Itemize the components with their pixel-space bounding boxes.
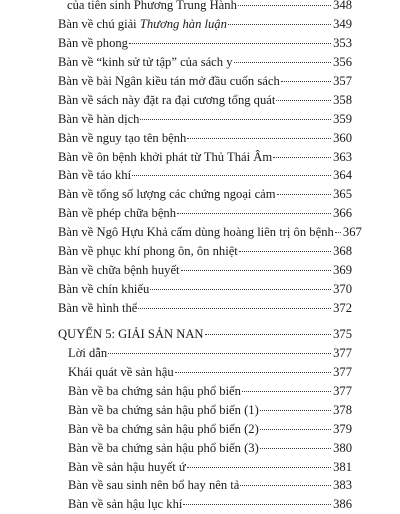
toc-entry <box>0 0 400 15</box>
dot-leader <box>177 213 331 214</box>
toc-entry-page: 364 <box>333 168 352 183</box>
toc-entry-page: 386 <box>333 497 352 512</box>
toc-entry-title: Bàn về “kinh sử tử tập” của sách y <box>58 54 233 69</box>
toc-entry-page: 368 <box>333 244 352 259</box>
toc-entry-page: 383 <box>333 478 352 493</box>
toc-entry-title: Bàn về ôn bệnh khởi phát từ Thủ Thái Âm <box>58 149 273 164</box>
toc-entry <box>0 382 400 401</box>
toc-entry-title: Bàn về ba chứng sản hậu phổ biến (2) <box>68 421 259 436</box>
toc-entry-title: Bàn về sản hậu huyết ứ <box>68 459 186 474</box>
dot-leader <box>183 504 331 505</box>
toc-entry-title: Khái quát về sản hậu <box>68 364 174 379</box>
toc-entry-page: 357 <box>333 73 352 88</box>
toc-entry-page: 366 <box>333 206 352 221</box>
toc-entry <box>0 299 400 318</box>
toc-entry <box>0 261 400 280</box>
toc-entry-page: 377 <box>333 364 352 379</box>
toc-entry-page: 353 <box>333 35 352 50</box>
toc-entry-page: 348 <box>333 0 352 12</box>
dot-leader <box>175 372 331 373</box>
toc-entry-page: 378 <box>333 402 352 417</box>
toc-entry-title: Bàn về tổng số lượng các chứng ngoại cảm <box>58 187 276 202</box>
toc-entry-page: 369 <box>333 263 352 278</box>
toc-entry <box>0 242 400 261</box>
dot-leader <box>277 194 331 195</box>
toc-entry-title: Bàn về phép chữa bệnh <box>58 206 177 221</box>
toc-entry-title: Bàn về hàn dịch <box>58 111 140 126</box>
toc-entry <box>0 458 400 477</box>
toc-entry <box>0 148 400 167</box>
toc-entry <box>0 223 400 242</box>
toc-entry <box>0 91 400 110</box>
dot-leader <box>335 232 341 233</box>
dot-leader <box>150 289 331 290</box>
toc-entry-title: Bàn về sau sinh nên bổ hay nên tả <box>68 478 240 493</box>
toc-entry <box>0 34 400 53</box>
toc-entry <box>0 204 400 223</box>
book-title: Thương hàn luận <box>139 16 227 31</box>
dot-leader <box>238 5 331 6</box>
dot-leader <box>234 62 331 63</box>
dot-leader <box>260 410 331 411</box>
toc-entry-page: 381 <box>333 459 352 474</box>
dot-leader <box>140 119 331 120</box>
toc-entry-title: của tiên sinh Phương Trung Hành <box>67 0 237 12</box>
toc-entry-title: Bàn về chín khiếu <box>58 282 150 297</box>
toc-entry-page: 372 <box>333 301 352 315</box>
toc-entry <box>0 280 400 299</box>
dot-leader <box>181 270 331 271</box>
dot-leader <box>260 448 331 449</box>
toc-entry <box>0 439 400 458</box>
toc-entry <box>0 129 400 148</box>
toc-entry-page: 349 <box>333 16 352 31</box>
toc-entry-title: Bàn về ba chứng sản hậu phổ biến <box>68 383 241 398</box>
toc-entry-page: 365 <box>333 187 352 202</box>
toc-entry-title: Bàn về hình thể <box>58 301 138 315</box>
dot-leader <box>273 157 331 158</box>
dot-leader <box>132 175 331 176</box>
toc-entry-page: 367 <box>342 225 362 240</box>
toc-entry-page: 363 <box>333 149 352 164</box>
dot-leader <box>187 138 331 139</box>
toc-entry <box>0 110 400 129</box>
dot-leader <box>138 308 331 309</box>
dot-leader <box>239 251 331 252</box>
toc-entry-page: 370 <box>333 282 352 297</box>
dot-leader <box>281 81 331 82</box>
toc-part-title: QUYỂN 5: GIẢI SẢN NAN <box>58 326 204 341</box>
toc-entry-title: Bàn về chữa bệnh huyết <box>58 263 180 278</box>
toc-entry <box>0 363 400 382</box>
toc-entry-title: Bàn về chú giải Thương hàn luận <box>58 16 227 31</box>
toc-part-heading <box>0 325 400 344</box>
toc-entry-page: 380 <box>333 440 352 455</box>
toc-entry <box>0 476 400 495</box>
toc-entry-title: Lời dẫn <box>68 345 108 360</box>
toc-entry-title: Bàn về nguy tạo tên bệnh <box>58 130 187 145</box>
dot-leader <box>108 353 331 354</box>
toc-entry-title: Bàn về ba chứng sản hậu phổ biến (3) <box>68 440 259 455</box>
toc-entry-title: Bàn về bài Ngân kiều tán mở đầu cuốn sách <box>58 73 280 88</box>
toc-entry-page: 377 <box>333 345 352 360</box>
dot-leader <box>228 24 331 25</box>
toc-entry-title: Bàn về Ngô Hựu Khả cấm dùng hoàng liên trị ôn bệnh <box>58 225 334 240</box>
toc-entry <box>0 401 400 420</box>
dot-leader <box>240 485 331 486</box>
dot-leader <box>129 43 331 44</box>
dot-leader <box>260 429 331 430</box>
toc-entry <box>0 420 400 439</box>
dot-leader <box>205 334 331 335</box>
dot-leader <box>242 391 331 392</box>
toc-entry <box>0 344 400 363</box>
dot-leader <box>187 467 331 468</box>
toc-entry <box>0 72 400 91</box>
toc-entry-title: Bàn về sản hậu lục khí <box>68 497 183 512</box>
toc-entry-title: Bàn về phục khí phong ôn, ôn nhiệt <box>58 244 238 259</box>
toc-entry-page: 375 <box>333 326 352 341</box>
toc-entry-title: Bàn về phong <box>58 35 128 50</box>
toc-entry <box>0 185 400 204</box>
dot-leader <box>276 100 331 101</box>
toc-entry-page: 377 <box>333 383 352 398</box>
toc-entry <box>0 166 400 185</box>
toc-entry-page: 356 <box>333 54 352 69</box>
toc-entry-page: 379 <box>333 421 352 436</box>
toc-entry-page: 359 <box>333 111 352 126</box>
toc-entry-title: Bàn về sách này đặt ra đại cương tổng quát <box>58 92 276 107</box>
toc-entry <box>0 15 400 34</box>
toc-entry-page: 358 <box>333 92 352 107</box>
toc-entry-title: Bàn về ba chứng sản hậu phổ biến (1) <box>68 402 259 417</box>
toc-entry <box>0 495 400 514</box>
toc-entry-page: 360 <box>333 130 352 145</box>
toc-entry-title: Bàn về táo khí <box>58 168 132 183</box>
toc-entry <box>0 53 400 72</box>
